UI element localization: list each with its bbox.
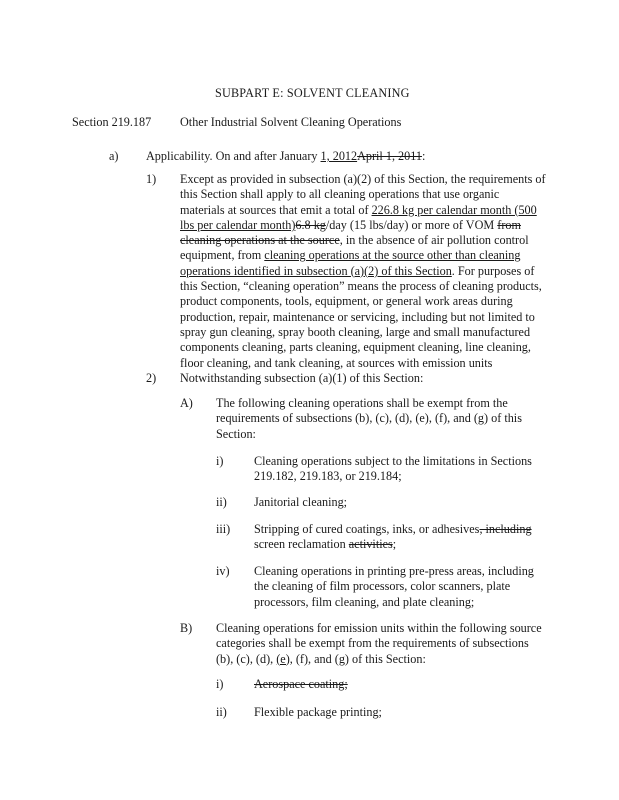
text-run: Cleaning operations in printing pre-press areas, including: [254, 564, 534, 578]
text-run: Stripping of cured coatings, inks, or adhesives: [254, 522, 480, 536]
text-run: (b), (c), (d),: [216, 651, 277, 666]
section-number: Section 219.187: [72, 115, 152, 129]
text-run: materials at sources that emit a total of: [180, 202, 372, 217]
text-run: Flexible package printing;: [254, 705, 382, 719]
deleted-text: from: [497, 217, 521, 232]
text-line: [216, 396, 522, 411]
text-line: [216, 636, 542, 651]
item-Ai-label: i): [216, 454, 224, 468]
text-run: . For purposes of: [451, 263, 535, 278]
item-Aiv-label: iv): [216, 564, 230, 578]
text-run: production, repair, maintenance or servicing, including but not limited to: [180, 309, 535, 324]
text-run: requirements of subsections (b), (c), (d), (e), (f), and (g) of this: [216, 411, 522, 426]
text-line: [180, 310, 546, 325]
subsection-B-text: [216, 621, 542, 667]
deleted-text: Aerospace coating;: [254, 677, 348, 691]
inserted-text: 1, 2012: [320, 149, 358, 163]
text-run: Applicability. On and after January: [146, 149, 321, 163]
text-line: [180, 356, 546, 371]
text-run: , in the absence of air pollution control: [339, 233, 529, 248]
text-run: equipment, from: [180, 248, 265, 263]
text-line: [254, 537, 532, 552]
item-Bi-text: [254, 677, 348, 692]
subsection-a2-label: 2): [146, 371, 157, 385]
text-line: [180, 325, 546, 340]
text-line: [180, 279, 546, 294]
text-run: product components, tools, equipment, or general work areas during: [180, 294, 513, 309]
deleted-text: activities: [348, 537, 393, 552]
text-line: [180, 203, 546, 218]
inserted-text: operations identified in subsection (a)(2) of this Section: [180, 263, 452, 278]
text-line: [146, 149, 425, 164]
item-Aiv-text: [254, 564, 534, 610]
item-Bii-text: [254, 705, 382, 720]
text-line: [180, 218, 546, 233]
text-run: :: [421, 149, 426, 163]
text-run: floor cleaning, and tank cleaning, at sources with emission units: [180, 355, 493, 370]
text-line: [254, 469, 532, 484]
text-run: Except as provided in subsection (a)(2) of this Section, the requirements of: [180, 172, 546, 186]
deleted-text: April 1, 2011: [357, 149, 422, 163]
item-Aii-label: ii): [216, 495, 227, 509]
subsection-a1-text: [180, 172, 546, 371]
section-heading: Other Industrial Solvent Cleaning Operations: [180, 115, 402, 129]
text-run: (f), and (g) of this Section:: [292, 651, 426, 666]
text-run: the cleaning of film processors, color scanners, plate: [254, 579, 511, 594]
subsection-A-text: [216, 396, 522, 442]
text-line: [254, 522, 532, 537]
text-run: Janitorial cleaning;: [254, 495, 348, 509]
text-line: [254, 495, 347, 510]
text-line: [254, 677, 348, 692]
item-Aiii-text: [254, 522, 532, 553]
item-Aiii-label: iii): [216, 522, 231, 536]
text-run: spray gun cleaning, spray booth cleaning, large and small manufactured: [180, 324, 531, 339]
text-line: [254, 454, 532, 469]
text-line: [180, 233, 546, 248]
text-run: Cleaning operations for emission units within the following source: [216, 621, 542, 635]
subsection-B-label: B): [180, 621, 193, 635]
text-run: this Section, “cleaning operation” means the process of cleaning products,: [180, 279, 542, 294]
inserted-text: lbs per calendar month): [180, 217, 296, 232]
text-run: this Section shall apply to all cleaning operations that use organic: [180, 187, 500, 202]
subsection-a1-label: 1): [146, 172, 157, 186]
text-line: [254, 705, 382, 720]
item-Aii-text: [254, 495, 347, 510]
text-line: [180, 294, 546, 309]
text-line: [254, 579, 534, 594]
text-line: [254, 564, 534, 579]
subsection-a-text: [146, 149, 425, 164]
text-line: [180, 264, 546, 279]
text-line: [216, 411, 522, 426]
text-run: Section:: [216, 426, 256, 441]
text-line: [254, 595, 534, 610]
text-run: /day (15 lbs/day) or more of VOM: [325, 217, 498, 232]
item-Bi-label: i): [216, 677, 224, 691]
text-run: categories shall be exempt from the requirements of subsections: [216, 636, 529, 651]
text-line: [180, 248, 546, 263]
inserted-text: (e),: [276, 651, 293, 666]
subsection-a2-text: Notwithstanding subsection (a)(1) of this Section:: [180, 371, 424, 385]
subsection-a-label: a): [109, 149, 119, 163]
text-run: processors, film cleaning, and plate cleaning;: [254, 594, 475, 609]
subsection-A-label: A): [180, 396, 193, 410]
deleted-text: , including: [479, 522, 532, 536]
subpart-title: SUBPART E: SOLVENT CLEANING: [215, 86, 410, 100]
item-Bii-label: ii): [216, 705, 227, 719]
inserted-text: 226.8 kg per calendar month (500: [371, 202, 537, 217]
text-run: components cleaning, parts cleaning, equipment cleaning, line cleaning,: [180, 340, 531, 355]
text-run: Cleaning operations subject to the limitations in Sections: [254, 454, 532, 468]
text-line: [180, 340, 546, 355]
text-line: [216, 427, 522, 442]
text-run: 219.182, 219.183, or 219.184;: [254, 469, 402, 484]
text-run: ;: [392, 537, 397, 552]
inserted-text: cleaning operations at the source other than cleaning: [264, 248, 521, 263]
text-line: [180, 172, 546, 187]
item-Ai-text: [254, 454, 532, 485]
text-line: [216, 652, 542, 667]
text-run: screen reclamation: [254, 537, 349, 552]
text-line: [216, 621, 542, 636]
text-line: [180, 187, 546, 202]
deleted-text: cleaning operations at the source: [180, 233, 340, 248]
deleted-text: 6.8 kg: [295, 217, 326, 232]
text-run: The following cleaning operations shall be exempt from the: [216, 396, 508, 410]
